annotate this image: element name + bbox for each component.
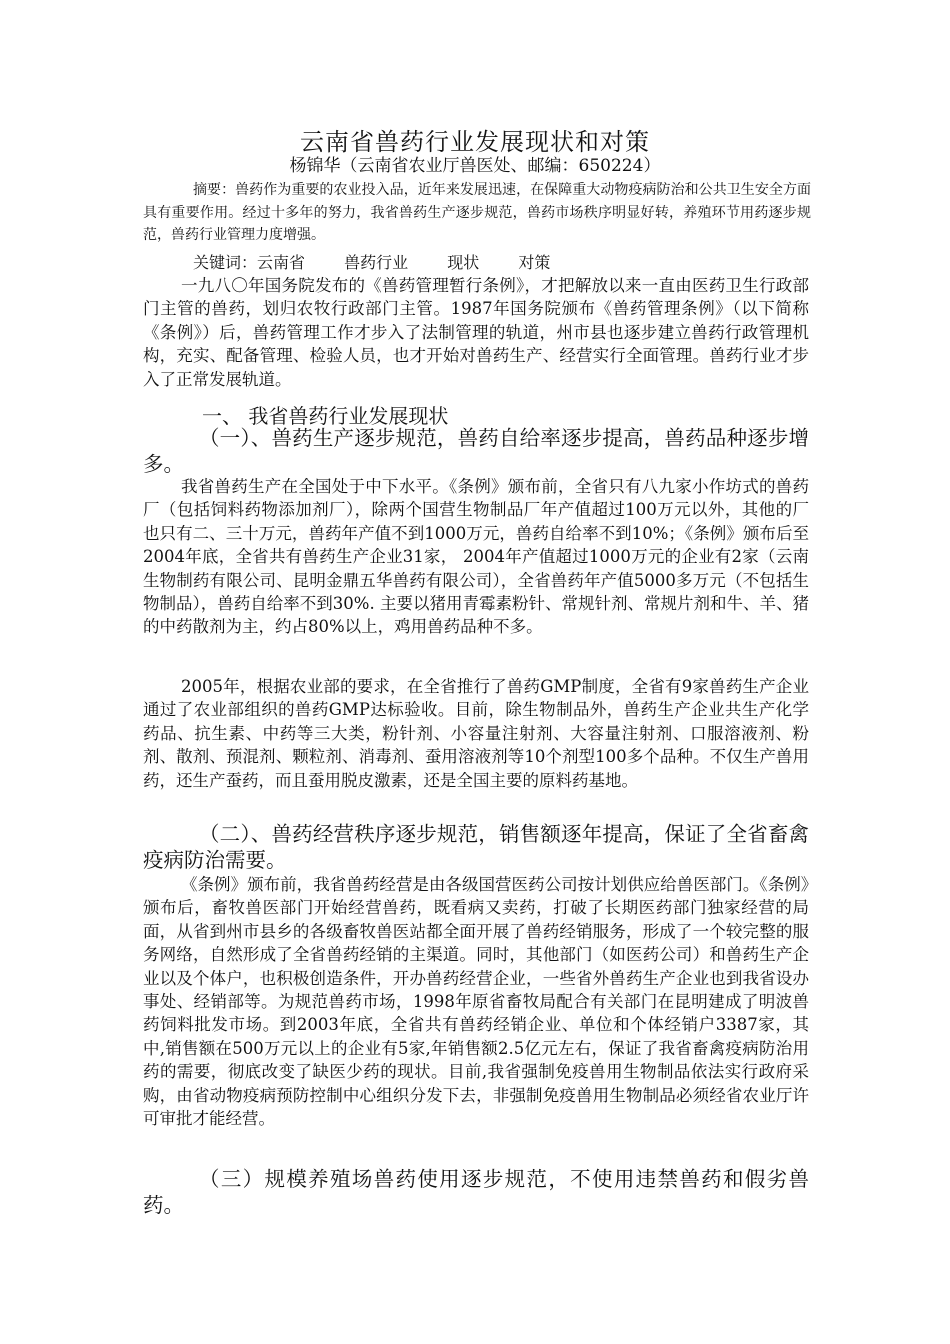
body-paragraph: 《条例》颁布前，我省兽药经营是由各级国营医药公司按计划供应给兽医部门。《条例》颁布后，畜牧兽医部门开始经营兽药，既看病又卖药，打破了长期医药部门独家经营的局面，从省到州市县乡的各级畜牧兽医站都全面开展了兽药经销服务，形成了一个较完整的服务网络，自然形成了全省兽药经销的主渠道。同时，其他部门（如医药公司）和兽药生产企业以及个体户，也积极创造条件，开办兽药经营企业，一些省外兽药生产企业也到我省设办事处、经销部等。为规范兽药市场，1998年原省畜牧局配合有关部门在昆明建成了明波兽药饲料批发市场。到2003年底，全省共有兽药经销企业、单位和个体经销户3387家，其中,销售额在500万元以上的企业有5家,年销售额2.5亿元左右，保证了我省畜禽疫病防治用药的需要，彻底改变了缺医少药的现状。目前,我省强制免疫兽用生物制品依法实行政府采购，由省动物疫病预防控制中心组织分发下去，非强制免疫兽用生物制品必须经省农业厅许可审批才能经营。 xyxy=(143,875,809,1129)
keyword-item: 现状 xyxy=(447,253,480,272)
subsection-heading: （三）规模养殖场兽药使用逐步规范，不使用违禁兽药和假劣兽药。 xyxy=(143,1167,809,1217)
subsection-heading: （二）、兽药经营秩序逐步规范，销售额逐年提高，保证了全省畜禽疫病防治需要。 xyxy=(143,822,809,872)
section-heading: 一、 我省兽药行业发展现状 xyxy=(202,404,449,428)
keyword-item: 对策 xyxy=(518,253,551,272)
keywords-label: 关键词：云南省 xyxy=(193,253,306,272)
body-paragraph: 2005年，根据农业部的要求，在全省推行了兽药GMP制度，全省有9家兽药生产企业通过了农业部组织的兽药GMP达标验收。目前，除生物制品外，兽药生产企业共生产化学药品、抗生素、中药等三大类，粉针剂、小容量注射剂、大容量注射剂、口服溶液剂、粉剂、散剂、预混剂、颗粒剂、消毒剂、蚕用溶液剂等10个剂型100多个品种。不仅生产兽用药，还生产蚕药，而且蚕用脱皮激素，还是全国主要的原料药基地。 xyxy=(143,677,809,790)
document-title: 云南省兽药行业发展现状和对策 xyxy=(300,128,650,156)
subsection-heading: （一）、兽药生产逐步规范，兽药自给率逐步提高，兽药品种逐步增多。 xyxy=(143,426,809,476)
intro-paragraph: 一九八〇年国务院发布的《兽药管理暂行条例》，才把解放以来一直由医药卫生行政部门主管的兽药，划归农牧行政部门主管。1987年国务院颁布《兽药管理条例》（以下简称《条例》）后，兽药管理工作才步入了法制管理的轨道，州市县也逐步建立兽药行政管理机构，充实、配备管理、检验人员，也才开始对兽药生产、经营实行全面管理。兽药行业才步入了正常发展轨道。 xyxy=(143,276,809,389)
abstract-paragraph: 摘要：兽药作为重要的农业投入品，近年来发展迅速，在保障重大动物疫病防治和公共卫生安全方面具有重要作用。经过十多年的努力，我省兽药生产逐步规范，兽药市场秩序明显好转，养殖环节用药逐步规范，兽药行业管理力度增强。 xyxy=(143,182,811,243)
keyword-item: 兽药行业 xyxy=(344,253,409,272)
keywords-line xyxy=(193,250,550,273)
author-line: 杨锦华（云南省农业厅兽医处、邮编：650224） xyxy=(289,156,661,176)
body-paragraph: 我省兽药生产在全国处于中下水平。《条例》颁布前，全省只有八九家小作坊式的兽药厂（包括饲料药物添加剂厂），除两个国营生物制品厂年产值超过100万元以外，其他的厂也只有二、三十万元，兽药年产值不到1000万元，兽药自给率不到10%；《条例》颁布后至2004年底，全省共有兽药生产企业31家， 2004年产值超过1000万元的企业有2家（云南生物制药有限公司、昆明金鼎五华兽药有限公司），全省兽药年产值5000多万元（不包括生物制品），兽药自给率不到30%. 主要以猪用青霉素粉针、常规针剂、常规片剂和牛、羊、猪的中药散剂为主，约占80%以上，鸡用兽药品种不多。 xyxy=(143,477,809,637)
